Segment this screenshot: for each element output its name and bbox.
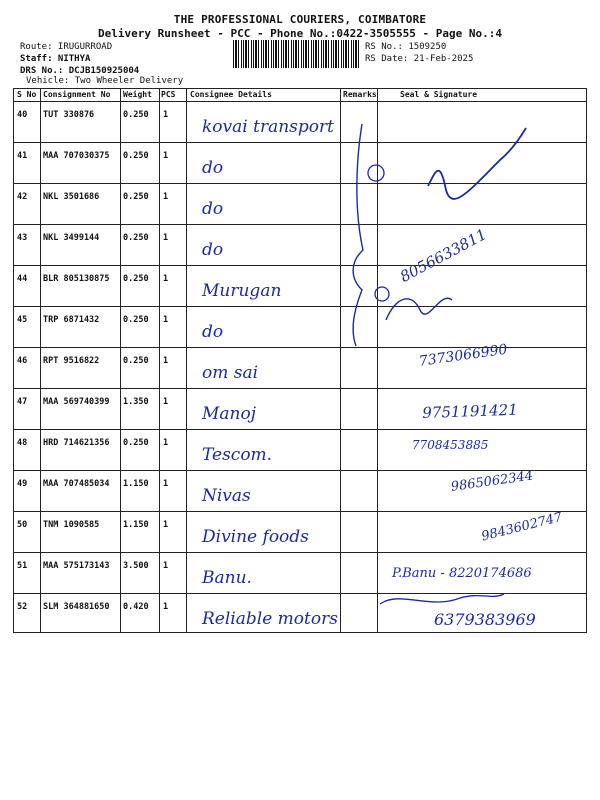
signature-phone-2: 9751191421 <box>422 400 519 422</box>
row-pcs: 1 <box>163 520 169 530</box>
column-header-signature: Seal & Signature <box>400 90 478 99</box>
signature-phone-0: 8056633811 <box>397 225 490 286</box>
row-pcs: 1 <box>163 438 169 448</box>
row-pcs: 1 <box>163 233 169 243</box>
row-sno: 40 <box>17 110 28 120</box>
column-header-remarks: Remarks <box>343 90 377 99</box>
row-sno: 47 <box>17 397 28 407</box>
table-row <box>14 306 586 347</box>
row-consignee-handwritten: Reliable motors <box>202 609 338 629</box>
row-consignee-handwritten: do <box>202 322 224 342</box>
rs-no-label: RS No.: 1509250 <box>365 42 447 52</box>
row-pcs: 1 <box>163 110 169 120</box>
table-row <box>14 429 586 470</box>
row-consignee-handwritten: Manoj <box>202 404 256 424</box>
row-pcs: 1 <box>163 356 169 366</box>
row-sno: 50 <box>17 520 28 530</box>
row-weight: 0.250 <box>123 438 149 448</box>
page-title: THE PROFESSIONAL COURIERS, COIMBATORE <box>173 13 427 26</box>
row-consignment-no: SLM 364881650 <box>43 602 110 612</box>
row-consignment-no: MAA 575173143 <box>43 561 110 571</box>
row-pcs: 1 <box>163 479 169 489</box>
rs-date-label: RS Date: 21-Feb-2025 <box>365 54 474 64</box>
row-consignment-no: MAA 707030375 <box>43 151 110 161</box>
vehicle-label: Vehicle: Two Wheeler Delivery <box>26 76 184 86</box>
signature-phone-4: 9865062344 <box>450 468 535 495</box>
row-weight: 0.250 <box>123 315 149 325</box>
row-consignment-no: RPT 9516822 <box>43 356 100 366</box>
row-sno: 48 <box>17 438 28 448</box>
row-consignee-handwritten: Banu. <box>202 568 252 588</box>
row-sno: 43 <box>17 233 28 243</box>
signature-phone-3: 7708453885 <box>412 438 489 452</box>
row-consignee-handwritten: do <box>202 240 224 260</box>
row-consignee-handwritten: Divine foods <box>202 527 309 547</box>
row-weight: 0.250 <box>123 233 149 243</box>
column-header-pcs: PCS <box>161 90 176 99</box>
row-sno: 52 <box>17 602 28 612</box>
row-sno: 44 <box>17 274 28 284</box>
route-label: Route: IRUGURROAD <box>20 42 113 52</box>
row-consignee-handwritten: Murugan <box>202 281 282 301</box>
table-row <box>14 101 586 142</box>
row-weight: 0.250 <box>123 110 149 120</box>
column-header-weight: Weight <box>123 90 152 99</box>
row-consignment-no: TRP 6871432 <box>43 315 100 325</box>
row-sno: 46 <box>17 356 28 366</box>
row-weight: 0.250 <box>123 151 149 161</box>
row-sno: 49 <box>17 479 28 489</box>
signature-phone-5: 9843602747 <box>480 509 564 545</box>
row-pcs: 1 <box>163 315 169 325</box>
column-header-consignee: Consignee Details <box>190 90 272 99</box>
column-header-sno: S No <box>17 90 37 99</box>
row-consignment-no: NKL 3499144 <box>43 233 100 243</box>
row-consignee-handwritten: kovai transport <box>202 117 334 137</box>
row-weight: 1.150 <box>123 479 149 489</box>
row-sno: 51 <box>17 561 28 571</box>
row-weight: 3.500 <box>123 561 149 571</box>
row-consignment-no: MAA 707485034 <box>43 479 110 489</box>
row-sno: 41 <box>17 151 28 161</box>
row-weight: 1.150 <box>123 520 149 530</box>
table-row <box>14 265 586 306</box>
table-row <box>14 224 586 265</box>
row-consignment-no: TUT 330876 <box>43 110 95 120</box>
row-weight: 0.420 <box>123 602 149 612</box>
page-subtitle: Delivery Runsheet - PCC - Phone No.:0422-3505555 - Page No.:4 <box>98 27 502 40</box>
row-consignee-handwritten: do <box>202 199 224 219</box>
signature-phone-1: 7373066990 <box>418 341 509 370</box>
row-consignment-no: BLR 805130875 <box>43 274 110 284</box>
row-weight: 0.250 <box>123 192 149 202</box>
signature-phone-7: 6379383969 <box>434 610 536 629</box>
staff-label: Staff: NITHYA <box>20 54 91 64</box>
row-pcs: 1 <box>163 397 169 407</box>
row-consignment-no: TNM 1090585 <box>43 520 100 530</box>
row-consignee-handwritten: Nivas <box>202 486 251 506</box>
row-consignment-no: NKL 3501686 <box>43 192 100 202</box>
row-sno: 45 <box>17 315 28 325</box>
table-row <box>14 183 586 224</box>
row-pcs: 1 <box>163 274 169 284</box>
row-consignee-handwritten: om sai <box>202 363 259 383</box>
row-consignment-no: MAA 569740399 <box>43 397 110 407</box>
column-header-consignment: Consignment No <box>43 90 111 99</box>
row-weight: 1.350 <box>123 397 149 407</box>
row-pcs: 1 <box>163 192 169 202</box>
row-weight: 0.250 <box>123 274 149 284</box>
row-consignment-no: HRD 714621356 <box>43 438 110 448</box>
row-consignee-handwritten: Tescom. <box>202 445 273 465</box>
runsheet-table <box>13 88 587 633</box>
row-pcs: 1 <box>163 602 169 612</box>
row-pcs: 1 <box>163 151 169 161</box>
barcode-image <box>233 40 359 68</box>
drs-label: DRS No.: DCJB150925004 <box>20 66 140 76</box>
row-pcs: 1 <box>163 561 169 571</box>
signature-phone-6: P.Banu - 8220174686 <box>392 566 532 581</box>
row-weight: 0.250 <box>123 356 149 366</box>
table-row <box>14 142 586 183</box>
row-consignee-handwritten: do <box>202 158 224 178</box>
row-sno: 42 <box>17 192 28 202</box>
